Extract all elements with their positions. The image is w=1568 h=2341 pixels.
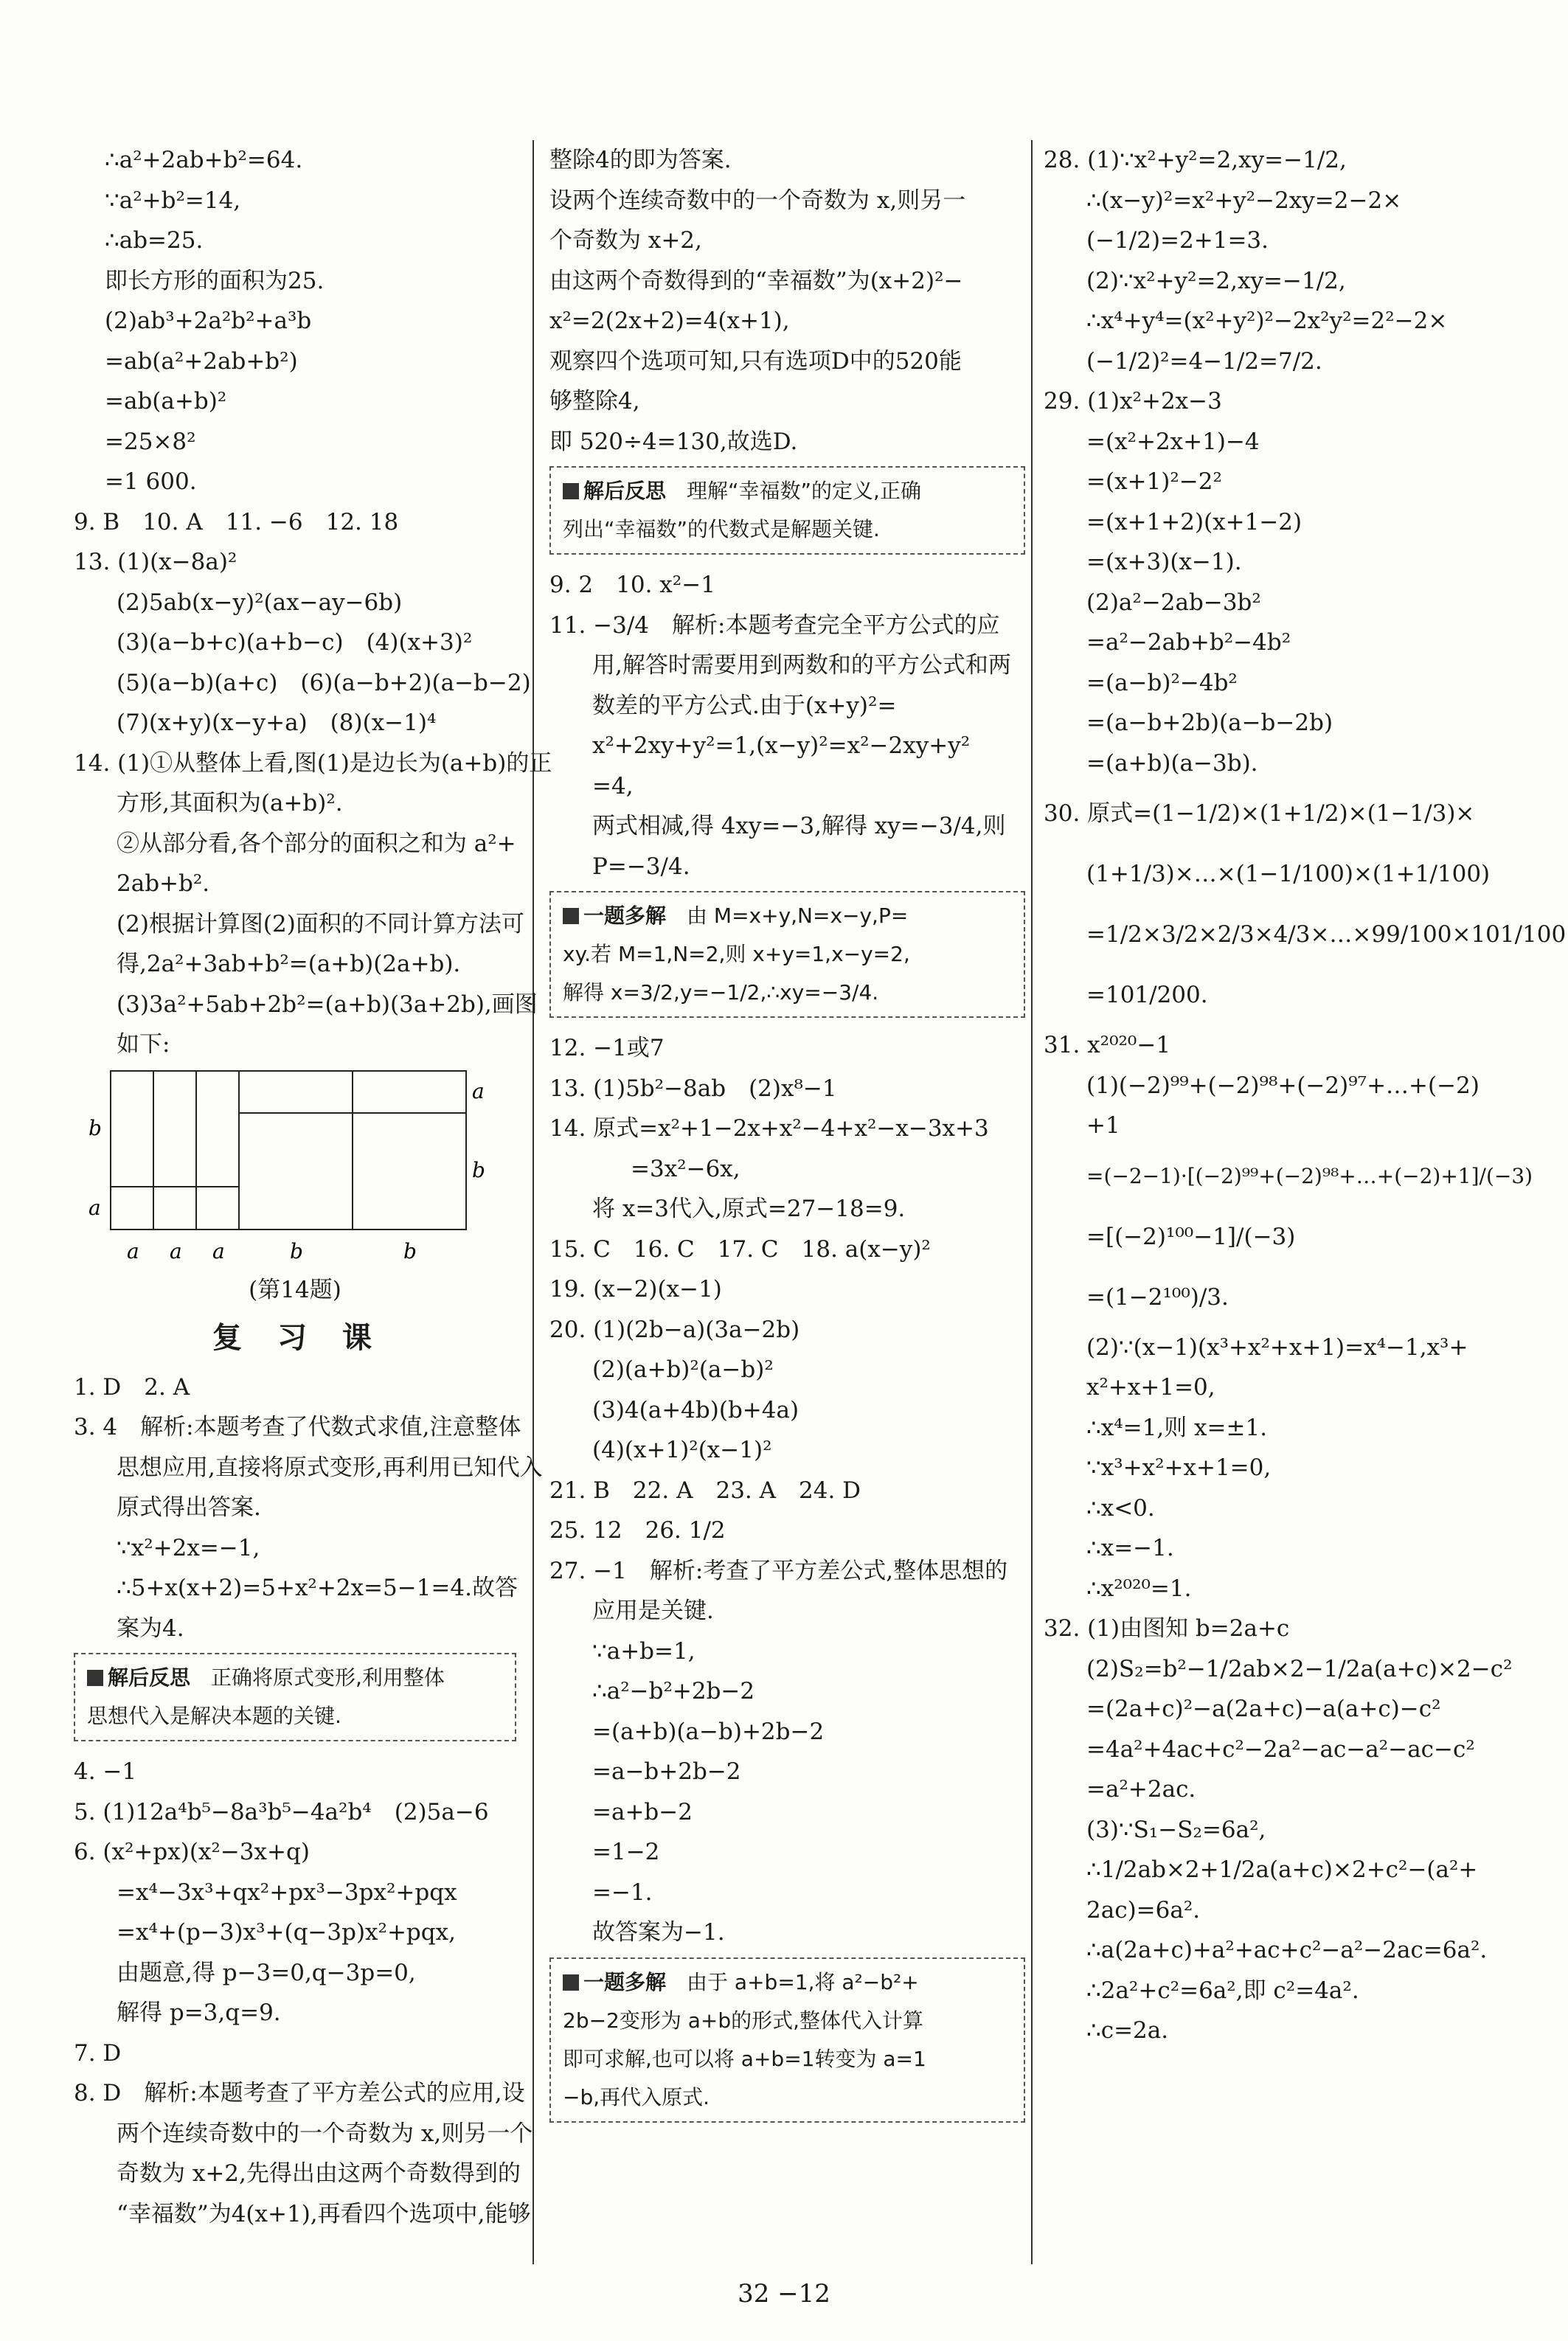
answer-line: P=−3/4. (592, 853, 690, 880)
answer-line: =(a−b+2b)(a−b−2b) (1086, 710, 1333, 736)
column-divider-2 (1031, 140, 1033, 2264)
answer-line: 思想应用,直接将原式变形,再利用已知代入 (117, 1454, 543, 1481)
answer-line: ∴5+x(x+2)=5+x²+2x=5−1=4.故答 (117, 1575, 518, 1601)
answer-line: 28. (1)∵x²+y²=2,xy=−1/2, (1044, 147, 1347, 173)
answer-line: 14. 原式=x²+1−2x+x²−4+x²−x−3x+3 (549, 1115, 989, 1142)
answer-line: 13. (1)(x−8a)² (74, 549, 237, 575)
answer-line: ∵x²+2x=−1, (117, 1534, 260, 1561)
box-line: 即可求解,也可以将 a+b=1转变为 a=1 (563, 2046, 926, 2071)
answer-line: 个奇数为 x+2, (549, 227, 702, 254)
answer-line: =a²+2ac. (1086, 1776, 1196, 1803)
answer-line: ∵x³+x²+x+1=0, (1086, 1454, 1272, 1481)
answer-line: =(x+1+2)(x+1−2) (1086, 508, 1302, 535)
reflection-box (74, 1653, 516, 1741)
answer-line: 6. (x²+px)(x²−3x+q) (74, 1839, 310, 1865)
answer-line: (4)(x+1)²(x−1)² (592, 1437, 772, 1463)
box-line: −b,再代入原式. (563, 2084, 710, 2109)
answer-line: (2)根据计算图(2)面积的不同计算方法可 (117, 910, 524, 937)
answer-line: 即 520÷4=130,故选D. (549, 428, 798, 455)
rectangle-diagram (74, 1065, 516, 1272)
answer-line: (−1/2)=2+1=3. (1086, 227, 1269, 254)
answer-line: 两式相减,得 4xy=−3,解得 xy=−3/4,则 (592, 813, 1006, 839)
answer-line: x²+x+1=0, (1086, 1374, 1215, 1401)
box-line: 解得 x=3/2,y=−1/2,∴xy=−3/4. (563, 980, 879, 1005)
label-bottom: b (403, 1238, 417, 1263)
answer-line: 得,2a²+3ab+b²=(a+b)(2a+b). (117, 951, 461, 977)
answer-line: =1−2 (592, 1839, 660, 1865)
box-tag: 解后反思 (583, 479, 667, 503)
answer-line: =4, (592, 772, 634, 800)
box-line: 2b−2变形为 a+b的形式,整体代入计算 (563, 2008, 924, 2033)
answer-line: 4. −1 (74, 1758, 137, 1785)
answer-line: 观察四个选项可知,只有选项D中的520能 (549, 347, 962, 375)
label-a-left: a (89, 1195, 101, 1220)
answer-line: =(x+3)(x−1). (1086, 549, 1242, 575)
answer-line: =ab(a²+2ab+b²) (105, 347, 298, 375)
answer-line: =3x²−6x, (631, 1155, 740, 1182)
answer-line: 27. −1 解析:考查了平方差公式,整体思想的 (549, 1557, 1008, 1584)
figure-caption: (第14题) (249, 1276, 341, 1303)
answer-line: 2ab+b². (117, 870, 210, 897)
box-tag: 解后反思 (108, 1665, 191, 1690)
answer-line: 12. −1或7 (549, 1035, 665, 1061)
answer-line: =25×8² (105, 428, 196, 455)
answer-line: =a+b−2 (592, 1798, 693, 1825)
answer-line: 两个连续奇数中的一个奇数为 x,则另一个 (117, 2120, 533, 2147)
answer-line: (2)(a+b)²(a−b)² (592, 1356, 774, 1383)
answer-line: =a²−2ab+b²−4b² (1086, 629, 1291, 656)
answer-line: =1 600. (105, 468, 197, 495)
answer-line: ∴a(2a+c)+a²+ac+c²−a²−2ac=6a². (1086, 1937, 1488, 1963)
answer-line: (2)∵(x−1)(x³+x²+x+1)=x⁴−1,x³+ (1086, 1333, 1468, 1361)
answer-line: 14. (1)①从整体上看,图(1)是边长为(a+b)的正 (74, 749, 552, 777)
page-number: 32 −12 (738, 2279, 830, 2309)
answer-line: =(x+1)²−2² (1086, 468, 1222, 495)
answer-line: 故答案为−1. (592, 1919, 725, 1946)
answer-line: 由这两个奇数得到的“幸福数”为(x+2)²− (549, 267, 963, 294)
answer-line: =−1. (592, 1879, 653, 1906)
answer-line: 由题意,得 p−3=0,q−3p=0, (117, 1959, 416, 1986)
column-2 (549, 140, 1025, 2133)
label-bottom: b (290, 1238, 303, 1263)
answer-line: =(a+b)(a−b)+2b−2 (592, 1718, 825, 1745)
answer-line: 如下: (117, 1031, 170, 1058)
box-line: 列出“幸福数”的代数式是解题关键. (563, 517, 880, 541)
answer-line: (5)(a−b)(a+c) (6)(a−b+2)(a−b−2) (117, 669, 531, 696)
box-tag: 一题多解 (583, 904, 667, 928)
note-icon (563, 908, 579, 924)
label-a-right: a (472, 1078, 485, 1103)
answer-line: 5. (1)12a⁴b⁵−8a³b⁵−4a²b⁴ (2)5a−6 (74, 1798, 489, 1825)
answer-line: 7. D (74, 2039, 122, 2067)
label-b-right: b (472, 1157, 485, 1182)
answer-line: 解得 p=3,q=9. (117, 2000, 281, 2026)
section-title: 复习课 (212, 1320, 407, 1355)
answer-line: =(1−2¹⁰⁰)/3. (1086, 1283, 1229, 1311)
box-line: 由 M=x+y,N=x−y,P= (687, 904, 909, 928)
answer-line: 用,解答时需要用到两数和的平方公式和两 (592, 652, 1011, 679)
answer-line: ∴x⁴+y⁴=(x²+y²)²−2x²y²=2²−2× (1086, 308, 1448, 334)
answer-line: ∵a+b=1, (592, 1637, 695, 1665)
answer-line: =ab(a+b)² (105, 388, 227, 415)
answer-line: 11. −3/4 解析:本题考查完全平方公式的应 (549, 611, 1000, 639)
answer-line: (2)a²−2ab−3b² (1086, 589, 1261, 616)
label-bottom: a (212, 1238, 225, 1263)
answer-line: ∴a²−b²+2b−2 (592, 1678, 755, 1704)
box-line: 正确将原式变形,利用整体 (211, 1665, 445, 1690)
answer-line: =a−b+2b−2 (592, 1758, 741, 1785)
answer-line: 13. (1)5b²−8ab (2)x⁸−1 (549, 1075, 837, 1102)
answer-line: 2ac)=6a². (1086, 1896, 1201, 1924)
answer-line: 25. 12 26. 1/2 (549, 1517, 726, 1544)
answer-line: 31. x²⁰²⁰−1 (1044, 1032, 1171, 1058)
box-line: 思想代入是解决本题的关键. (87, 1704, 341, 1728)
answer-line: 原式得出答案. (117, 1494, 261, 1521)
alt-solution-box (549, 891, 1025, 1018)
answer-line: +1 (1086, 1112, 1120, 1139)
answer-line: =(x²+2x+1)−4 (1086, 428, 1260, 455)
answer-line: (2)S₂=b²−1/2ab×2−1/2a(a+c)×2−c² (1086, 1655, 1513, 1682)
answer-line: (2)∵x²+y²=2,xy=−1/2, (1086, 267, 1346, 294)
answer-line: (3)∵S₁−S₂=6a², (1086, 1816, 1266, 1843)
figure-14 (74, 1065, 516, 1272)
answer-line: x²=2(2x+2)=4(x+1), (549, 308, 790, 334)
answer-line: 15. C 16. C 17. C 18. a(x−y)² (549, 1235, 931, 1263)
answer-line: (7)(x+y)(x−y+a) (8)(x−1)⁴ (117, 710, 437, 736)
answer-line: ∴a²+2ab+b²=64. (105, 147, 303, 173)
answer-line: (2)ab³+2a²b²+a³b (105, 308, 312, 334)
answer-line: 整除4的即为答案. (549, 147, 732, 173)
answer-line: =(a−b)²−4b² (1086, 669, 1238, 696)
column-divider-1 (533, 140, 534, 2264)
answer-line: 1. D 2. A (74, 1373, 190, 1401)
answer-line: 32. (1)由图知 b=2a+c (1044, 1615, 1290, 1642)
answer-line: (1)(−2)⁹⁹+(−2)⁹⁸+(−2)⁹⁷+…+(−2) (1086, 1072, 1479, 1099)
answer-line: =101/200. (1086, 982, 1208, 1008)
answer-line: =4a²+4ac+c²−2a²−ac−a²−ac−c² (1086, 1735, 1475, 1763)
answer-line: 9. B 10. A 11. −6 12. 18 (74, 508, 399, 535)
answer-line: ∴c=2a. (1086, 2017, 1169, 2044)
answer-line: 8. D 解析:本题考查了平方差公式的应用,设 (74, 2080, 525, 2106)
box-line: 理解“幸福数”的定义,正确 (687, 479, 921, 503)
answer-line: 29. (1)x²+2x−3 (1044, 388, 1222, 415)
answer-line: 30. 原式=(1−1/2)×(1+1/2)×(1−1/3)× (1044, 800, 1475, 827)
answer-line: 方形,其面积为(a+b)². (117, 790, 343, 816)
answer-line: ∴2a²+c²=6a²,即 c²=4a². (1086, 1977, 1359, 2004)
answer-line: 20. (1)(2b−a)(3a−2b) (549, 1316, 800, 1343)
answer-line: =(a+b)(a−3b). (1086, 749, 1258, 777)
answer-line: 奇数为 x+2,先得出由这两个奇数得到的 (117, 2160, 521, 2187)
note-icon (563, 1974, 579, 1991)
answer-line: 21. B 22. A 23. A 24. D (549, 1477, 861, 1504)
answer-line: 够整除4, (549, 388, 640, 415)
column-3 (1044, 140, 1567, 2051)
answer-line: ∴(x−y)²=x²+y²−2xy=2−2× (1086, 187, 1402, 214)
answer-line: 9. 2 10. x²−1 (549, 572, 715, 598)
answer-line: 即长方形的面积为25. (105, 267, 325, 294)
answer-line: “幸福数”为4(x+1),再看四个选项中,能够 (117, 2200, 531, 2227)
answer-line: x²+2xy+y²=1,(x−y)²=x²−2xy+y² (592, 732, 971, 759)
answer-line: =x⁴+(p−3)x³+(q−3p)x²+pqx, (117, 1919, 456, 1946)
answer-line: ②从部分看,各个部分的面积之和为 a²+ (117, 830, 516, 857)
answer-line: =x⁴−3x³+qx²+px³−3px²+pqx (117, 1879, 457, 1906)
answer-line: (1+1/3)×…×(1−1/100)×(1+1/100) (1086, 861, 1491, 887)
answer-line: ∵a²+b²=14, (105, 187, 241, 214)
answer-line: 案为4. (117, 1615, 184, 1642)
label-b-left: b (89, 1115, 102, 1140)
answer-line: =(−2−1)·[(−2)⁹⁹+(−2)⁹⁸+…+(−2)+1]/(−3) (1086, 1163, 1533, 1188)
answer-line: ∴ab=25. (105, 227, 204, 254)
note-icon (87, 1670, 103, 1686)
column-1 (74, 140, 552, 2234)
answer-line: ∴x=−1. (1086, 1535, 1174, 1561)
answer-line: (3)3a²+5ab+2b²=(a+b)(3a+2b),画图 (117, 991, 538, 1018)
reflection-box (549, 466, 1025, 555)
answer-line: ∴x²⁰²⁰=1. (1086, 1575, 1192, 1602)
box-line: xy.若 M=1,N=2,则 x+y=1,x−y=2, (563, 942, 910, 966)
answer-line: (2)5ab(x−y)²(ax−ay−6b) (117, 589, 403, 616)
answer-line: ∴x⁴=1,则 x=±1. (1086, 1414, 1268, 1441)
answer-line: =1/2×3/2×2/3×4/3×…×99/100×101/100 (1086, 921, 1567, 948)
box-line: 由于 a+b=1,将 a²−b²+ (687, 1969, 919, 1994)
answer-line: 19. (x−2)(x−1) (549, 1276, 722, 1303)
answer-line: 设两个连续奇数中的一个奇数为 x,则另一 (549, 187, 966, 214)
answer-line: =(2a+c)²−a(2a+c)−a(a+c)−c² (1086, 1696, 1441, 1722)
answer-line: (3)4(a+4b)(b+4a) (592, 1396, 799, 1423)
answer-line: 应用是关键. (592, 1598, 714, 1624)
box-tag: 一题多解 (583, 1969, 667, 1994)
answer-line: 数差的平方公式.由于(x+y)²= (592, 692, 897, 719)
answer-line: (−1/2)²=4−1/2=7/2. (1086, 347, 1322, 375)
answer-line: 将 x=3代入,原式=27−18=9. (592, 1196, 906, 1222)
answer-line: 3. 4 解析:本题考查了代数式求值,注意整体 (74, 1414, 521, 1440)
answer-line: ∴1/2ab×2+1/2a(a+c)×2+c²−(a²+ (1086, 1856, 1478, 1883)
answer-line: ∴x<0. (1086, 1494, 1155, 1522)
label-bottom: a (170, 1238, 182, 1263)
answer-line: (3)(a−b+c)(a+b−c) (4)(x+3)² (117, 629, 473, 656)
note-icon (563, 483, 579, 499)
alt-solution-box (549, 1957, 1025, 2123)
label-bottom: a (127, 1238, 139, 1263)
answer-line: =[(−2)¹⁰⁰−1]/(−3) (1086, 1223, 1296, 1250)
